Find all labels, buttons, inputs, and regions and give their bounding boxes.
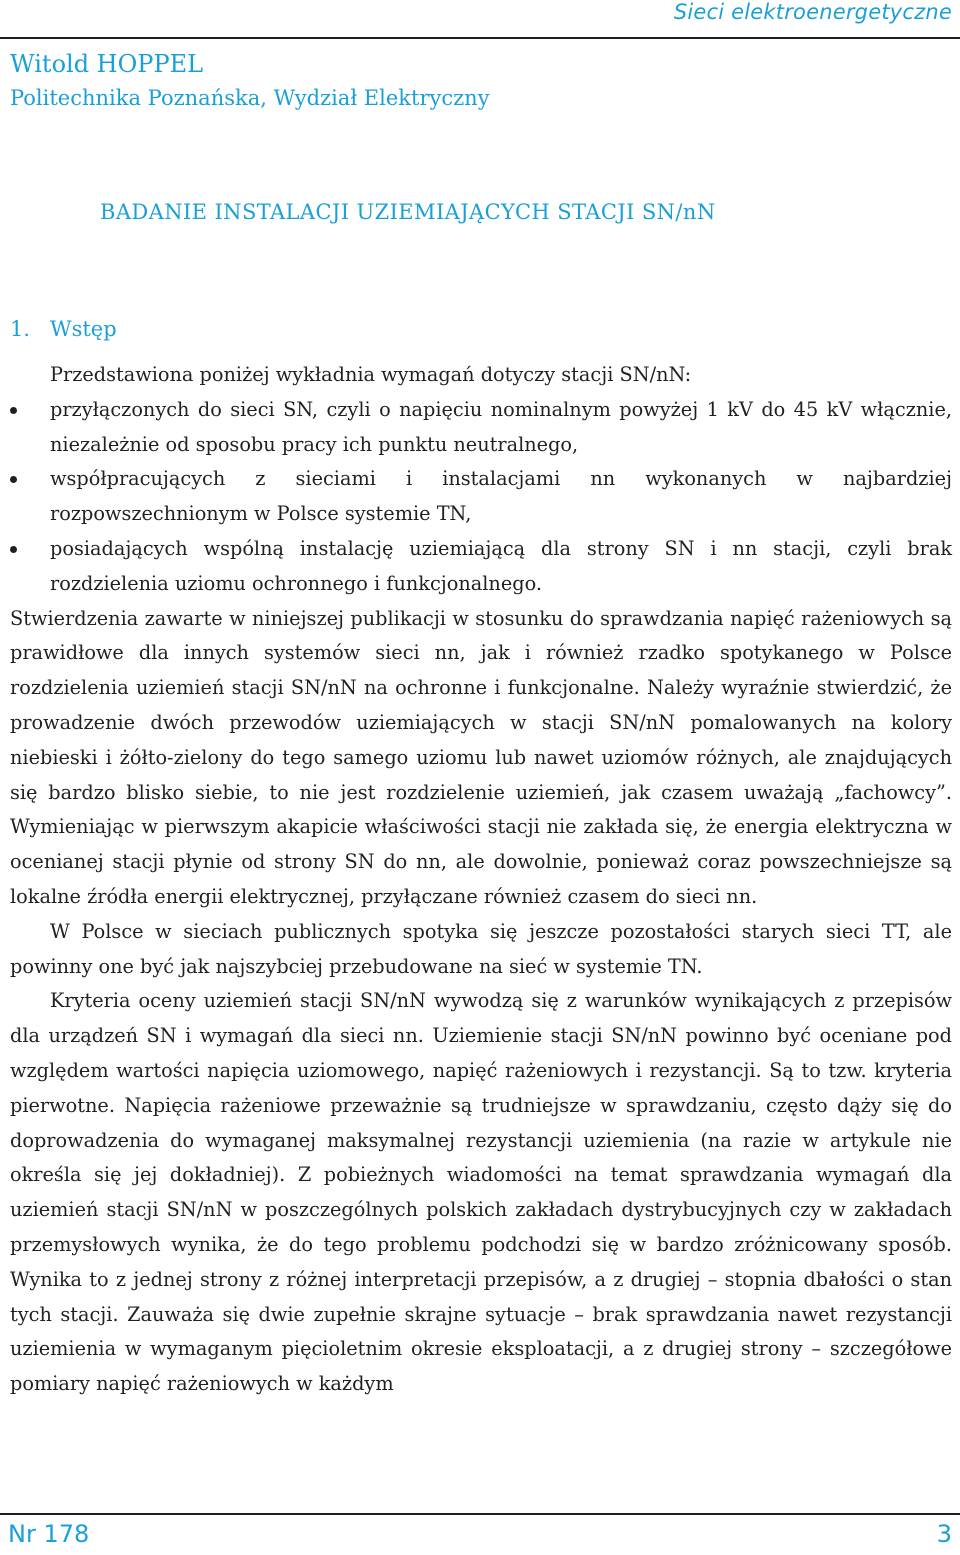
bullet-icon [10,476,17,483]
list-item [10,462,952,532]
footer-rule [0,1513,960,1515]
list-item-text: posiadających wspólną instalację uziemiającą dla strony SN i nn stacji, czyli brak rozdzielenia uziomu ochronnego i funkcjonalnego. [50,536,952,595]
body-paragraph: Kryteria oceny uziemień stacji SN/nN wywodzą się z warunków wynikających z przepisów dla urządzeń SN i wymagań dla sieci nn. Uziemienie stacji SN/nN powinno być oceniane pod względem wartości napięcia uziomowego, napięć rażeniowych i rezystancji. Są to tzw. kryteria pierwotne. Napięcia rażeniowe przeważnie są trudniejsze w sprawdzaniu, często dąży się do doprowadzenia do wymaganej maksymalnej rezystancji uziemienia (na razie w artykule nie określa się jej dokładniej). Z pobieżnych wiadomości na temat sprawdzania wymagań dla uziemień stacji SN/nN w poszczególnych polskich zakładach dystrybucyjnych czy w zakładach przemysłowych wynika, że do tego problemu podchodzi się w bardzo zróżnicowany sposób. Wynika to z jednej strony z różnej interpretacji przepisów, a z drugiej – stopnia dbałości o stan tych stacji. Zauważa się dwie zupełnie skrajne sytuacje – brak sprawdzania nawet rezystancji uziemienia w wymaganym pięcioletnim okresie eksploatacji, a z drugiej strony – szczegółowe pomiary napięć rażeniowych w każdym [10,989,952,1396]
header-rule [0,37,960,39]
section-title: Wstęp [50,317,117,341]
author-affiliation: Politechnika Poznańska, Wydział Elektryczny [10,86,490,110]
body-paragraph: W Polsce w sieciach publicznych spotyka się jeszcze pozostałości starych sieci TT, ale powinny one być jak najszybciej przebudowane na sieć w systemie TN. [10,919,952,978]
intro-paragraph: Przedstawiona poniżej wykładnia wymagań dotyczy stacji SN/nN: [50,363,692,386]
bullet-icon [10,407,17,414]
section-heading [10,317,117,341]
section-number: 1. [10,317,31,341]
page-number: 3 [936,1520,952,1548]
issue-number: Nr 178 [8,1520,90,1548]
article-body [10,358,952,1402]
list-item-text: przyłączonych do sieci SN, czyli o napięciu nominalnym powyżej 1 kV do 45 kV włącznie, niezależnie od sposobu pracy ich punktu neutralnego, [50,397,952,456]
requirements-list [10,393,952,602]
list-item-text: współpracujących z sieciami i instalacjami nn wykonanych w najbardziej rozpowszechnionym w Polsce systemie TN, [50,467,952,526]
article-title: BADANIE INSTALACJI UZIEMIAJĄCYCH STACJI SN/nN [100,200,716,224]
list-item [10,532,952,602]
list-item [10,393,952,463]
journal-section-label: Sieci elektroenergetyczne [673,0,952,24]
bullet-icon [10,546,17,553]
author-name: Witold HOPPEL [10,50,204,78]
body-paragraph: Stwierdzenia zawarte w niniejszej publikacji w stosunku do sprawdzania napięć rażeniowych są prawidłowe dla innych systemów sieci nn, jak i również rzadko spotykanego w Polsce rozdzielenia uziemień stacji SN/nN na ochronne i funkcjonalne. Należy wyraźnie stwierdzić, że prowadzenie dwóch przewodów uziemiających w stacji SN/nN pomalowanych na kolory niebieski i żółto-zielony do tego samego uziomu lub nawet uziomów różnych, ale znajdujących się bardzo blisko siebie, to nie jest rozdzielenie uziemień, jak czasem uważają „fachowcy”. Wymieniając w pierwszym akapicie właściwości stacji nie zakłada się, że energia elektryczna w ocenianej stacji płynie od strony SN do nn, ale dowolnie, ponieważ coraz powszechniejsze są lokalne źródła energii elektrycznej, przyłączane również czasem do sieci nn. [10,606,952,908]
